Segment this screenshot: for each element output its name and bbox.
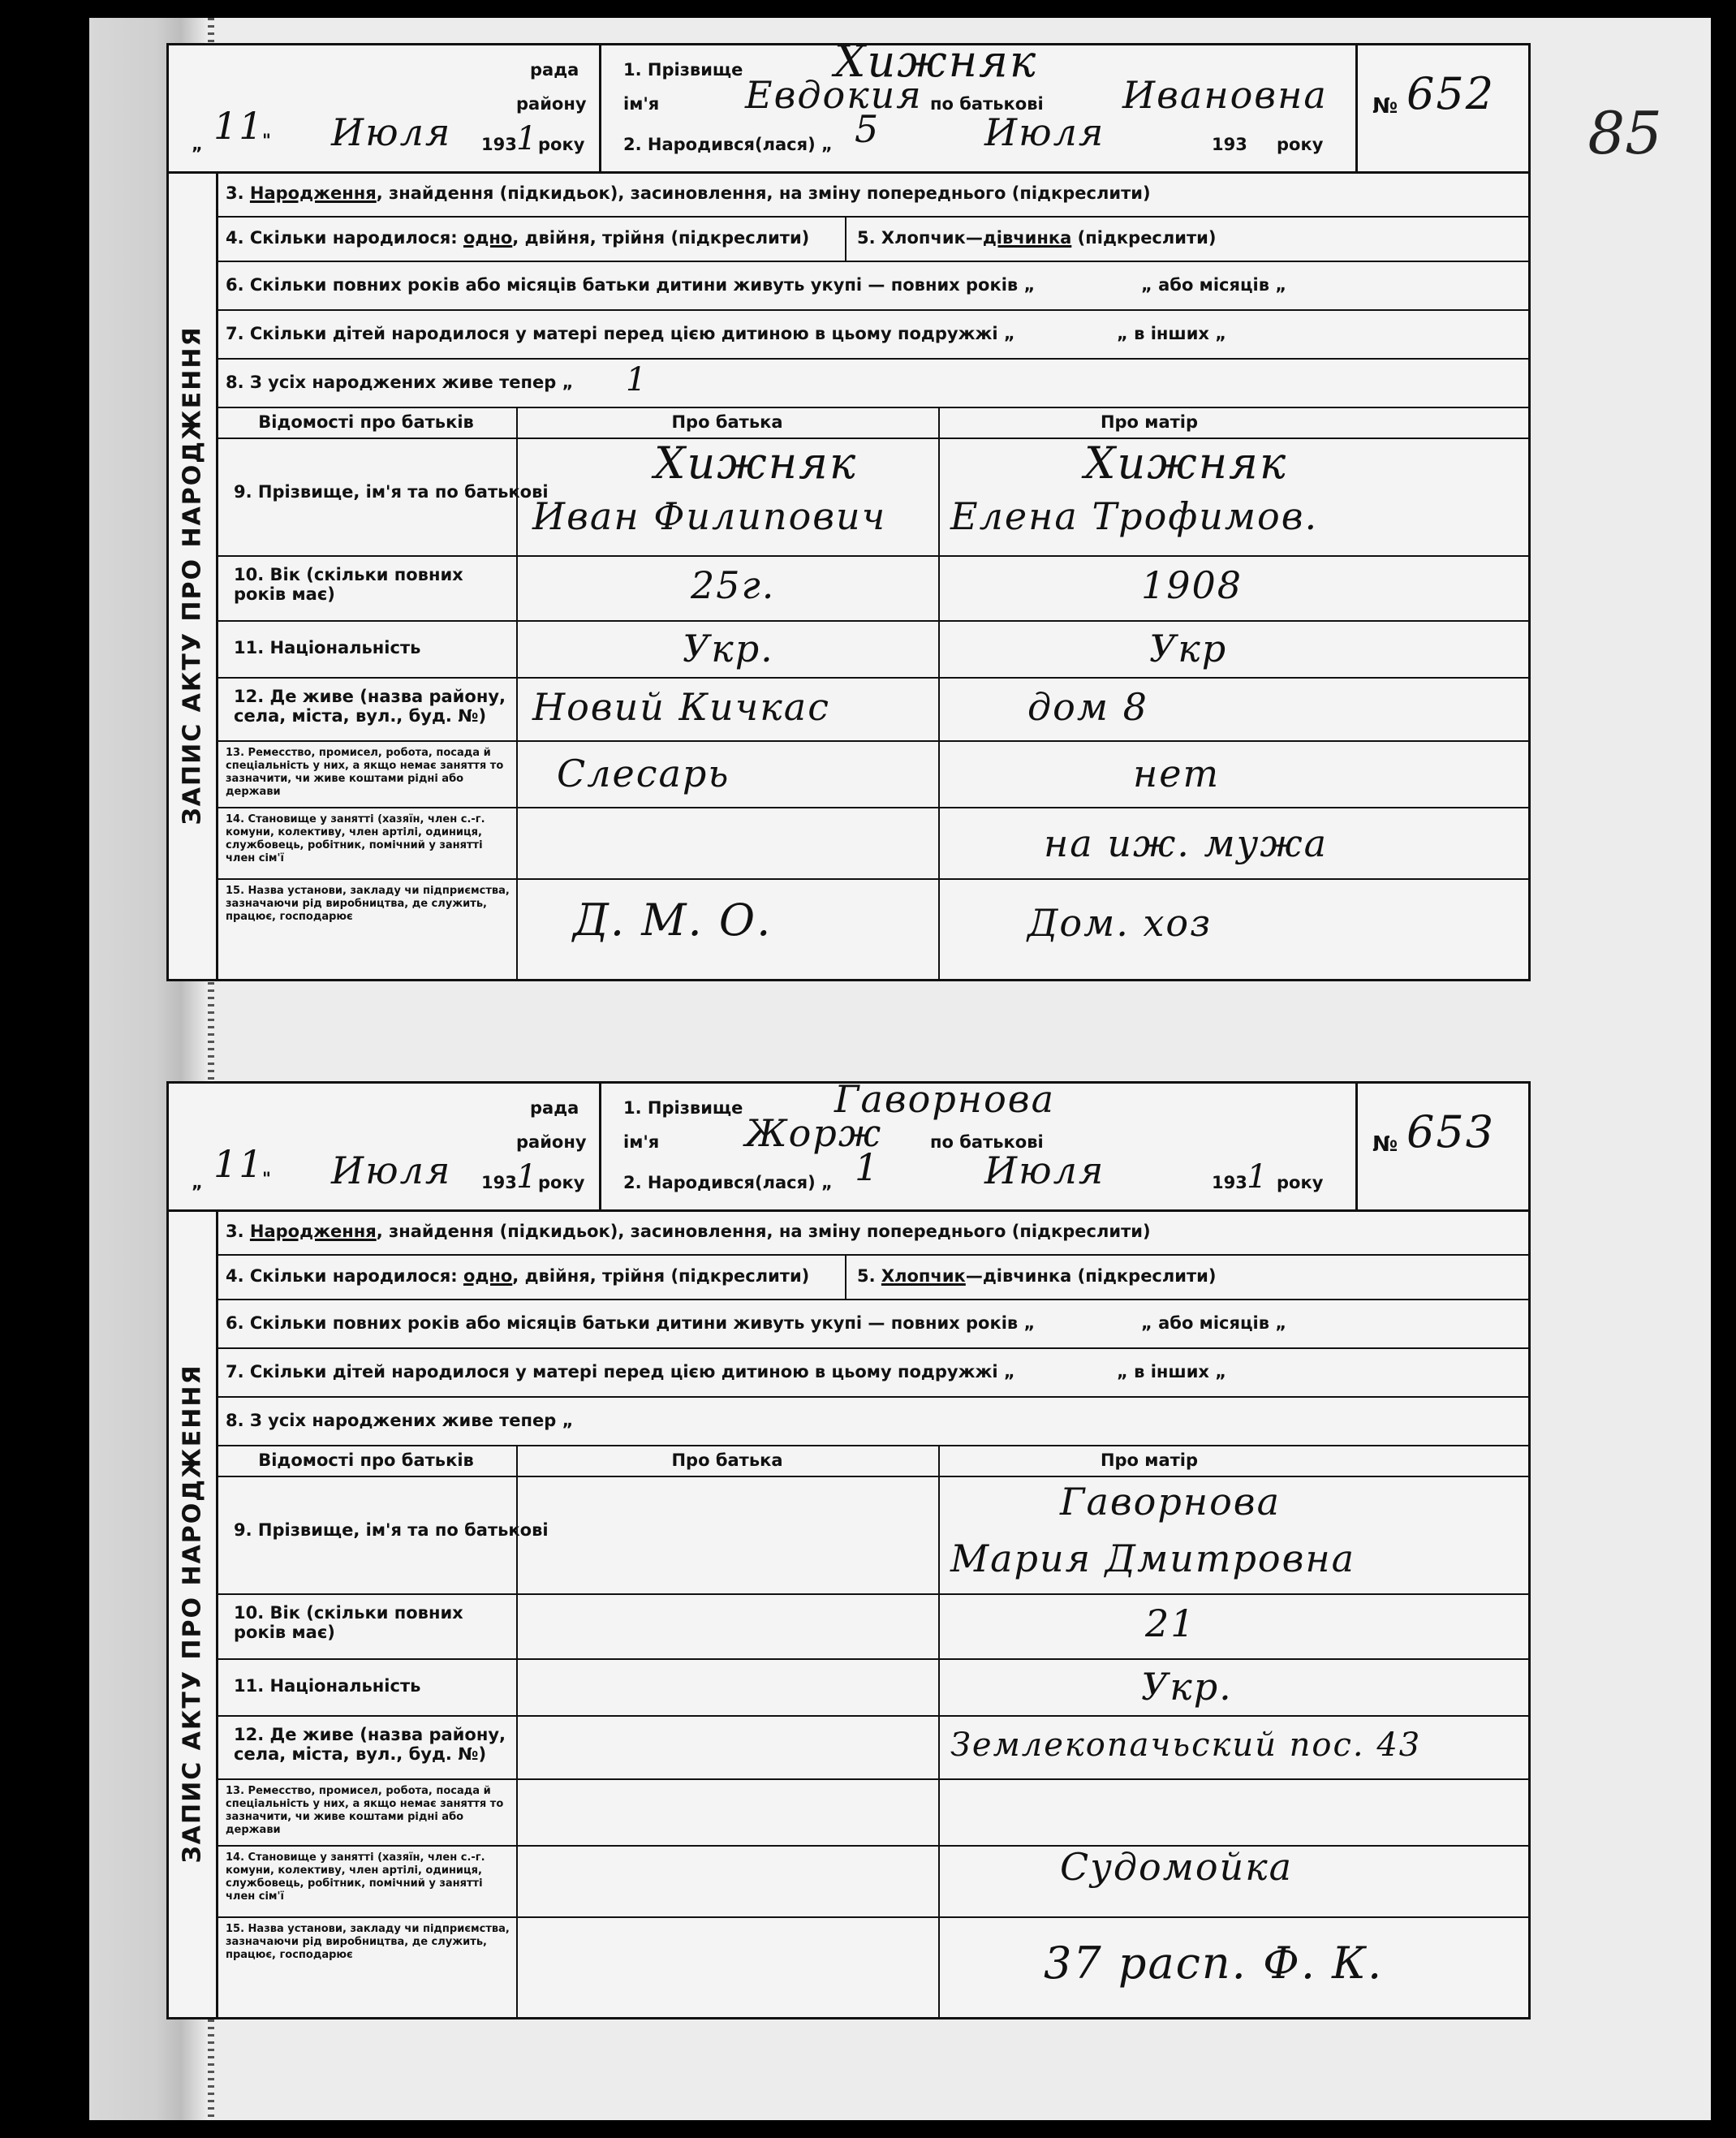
registration-day: 11 <box>213 104 265 148</box>
mother-organization: 37 расп. Ф. К. <box>1044 1938 1384 1989</box>
roku-label: року <box>1277 135 1324 154</box>
roku-label: року <box>538 1173 585 1192</box>
question-15-row <box>216 878 1528 979</box>
question-10: 10. Вік (скільки повних років має) <box>234 565 463 604</box>
question-15: 15. Назва установи, закладу чи підприємства, зазначаючи рід виробництва, де служить, працює, господарює <box>226 885 510 923</box>
registration-month: Июля <box>331 110 452 154</box>
question-3: 3. Народження, знайдення (підкидьок), засиновлення, на зміну попереднього (підкреслити) <box>226 1222 1151 1241</box>
registration-block <box>169 45 601 171</box>
question-11: 11. Національність <box>234 638 421 657</box>
rada-label: рада <box>530 1098 579 1118</box>
father-column-header: Про батька <box>671 412 783 432</box>
question-14: 14. Становище у занятті (хазяїн, член с.-г. комуни, колективу, член артілі, одиниця, службовець, робітник, помічний у занятті член сім'ї <box>226 813 485 864</box>
registration-block <box>169 1084 601 1209</box>
surname-label: 1. Прізвище <box>623 60 743 80</box>
question-7-row <box>216 309 1528 360</box>
question-13: 13. Ремесство, промисел, робота, посада й спеціальність у них, а якщо немає заняття то зазначити, чи живе коштами рідні або держави <box>226 747 504 798</box>
divider <box>845 1254 846 1299</box>
question-12-row <box>216 1715 1528 1780</box>
birth-month: Июля <box>984 1149 1105 1192</box>
year-prefix: 193 <box>1212 1173 1247 1192</box>
parents-header-row <box>216 407 1528 439</box>
mother-status: на иж. мужа <box>1044 821 1329 865</box>
question-6-months: „ або місяців „ <box>1141 275 1287 295</box>
name-label: ім'я <box>623 1132 660 1152</box>
father-surname: Хижняк <box>654 438 858 489</box>
question-7-row <box>216 1347 1528 1398</box>
birth-record-form <box>166 1077 1531 2019</box>
question-6: 6. Скільки повних років або місяців батьки дитини живуть укупі — повних років „ <box>226 275 1036 295</box>
child-name: Жорж <box>745 1111 883 1155</box>
question-6-months: „ або місяців „ <box>1141 1313 1287 1333</box>
form-header <box>169 36 1528 174</box>
question-3-row <box>216 1209 1528 1256</box>
year-prefix: 193 <box>481 135 517 154</box>
father-column-header: Про батька <box>671 1450 783 1470</box>
form-rows <box>216 1209 1528 2017</box>
form-header <box>169 1077 1528 1212</box>
registration-year-digit: 1 <box>516 1158 539 1196</box>
question-8: 8. З усіх народжених живе тепер „ <box>226 373 574 392</box>
question-5: 5. Хлопчик—дівчинка (підкреслити) <box>857 1266 1217 1286</box>
mother-address: Землекопачьский пос. 43 <box>950 1726 1422 1764</box>
question-7-others: „ в інших „ <box>1117 324 1227 343</box>
birth-day: 5 <box>855 107 881 151</box>
side-title: ЗАПИС АКТУ ПРО НАРОДЖЕННЯ <box>178 325 207 825</box>
question-10: 10. Вік (скільки повних років має) <box>234 1603 463 1642</box>
question-14: 14. Становище у занятті (хазяїн, член с.-г. комуни, колективу, член артілі, одиниця, службовець, робітник, помічний у занятті член сім'ї <box>226 1851 485 1903</box>
side-title-column <box>169 1209 218 2017</box>
surname-label: 1. Прізвище <box>623 1098 743 1118</box>
question-11-row <box>216 620 1528 679</box>
mother-surname: Гаворнова <box>1060 1480 1281 1524</box>
father-address: Новий Кичкас <box>532 685 830 729</box>
roku-label: року <box>1277 1173 1324 1192</box>
patronymic-label: по батькові <box>930 94 1044 114</box>
number-label: № <box>1372 94 1398 119</box>
question-7: 7. Скільки дітей народилося у матері перед цією дитиною в цьому подружжі „ <box>226 324 1015 343</box>
question-5: 5. Хлопчик—дівчинка (підкреслити) <box>857 228 1217 248</box>
rayon-label: району <box>516 94 587 114</box>
child-name: Евдокия <box>745 73 923 117</box>
registration-month: Июля <box>331 1149 452 1192</box>
roku-label: року <box>538 135 585 154</box>
born-label: 2. Народився(лася) „ <box>623 1173 833 1192</box>
birth-year-digit: 1 <box>1247 1158 1269 1196</box>
question-8-row <box>216 1396 1528 1446</box>
question-7-others: „ в інших „ <box>1117 1362 1227 1382</box>
birth-month: Июля <box>984 110 1105 154</box>
question-11-row <box>216 1658 1528 1717</box>
rada-label: рада <box>530 60 579 80</box>
birth-day: 1 <box>855 1145 881 1189</box>
question-9: 9. Прізвище, ім'я та по батькові <box>234 1520 549 1540</box>
record-number-block <box>1358 45 1528 171</box>
mother-status: Судомойка <box>1060 1845 1294 1889</box>
question-8-row <box>216 358 1528 408</box>
info-column-header: Відомості про батьків <box>258 412 474 432</box>
question-6-row <box>216 1299 1528 1349</box>
name-label: ім'я <box>623 94 660 114</box>
question-9-row <box>216 1476 1528 1595</box>
question-12: 12. Де живе (назва району, села, міста, вул., буд. №) <box>234 1725 506 1764</box>
mother-name: Елена Трофимов. <box>950 494 1319 538</box>
question-3-row <box>216 171 1528 218</box>
question-9: 9. Прізвище, ім'я та по батькові <box>234 482 549 502</box>
question-4: 4. Скільки народилося: одно, двійня, трійня (підкреслити) <box>226 228 810 248</box>
question-13-row <box>216 740 1528 808</box>
side-title-column <box>169 171 218 979</box>
question-4-5-row <box>216 216 1528 262</box>
year-prefix: 193 <box>1212 135 1247 154</box>
father-organization: Д. М. О. <box>573 894 773 946</box>
form-rows <box>216 171 1528 979</box>
child-identity-block <box>599 1077 1358 1209</box>
question-8-value: 1 <box>626 361 648 399</box>
question-4-5-row <box>216 1254 1528 1300</box>
father-name: Иван Филипович <box>532 494 887 538</box>
mother-name: Мария Дмитровна <box>950 1537 1356 1580</box>
info-column-header: Відомості про батьків <box>258 1450 474 1470</box>
quote-mark: " <box>262 131 271 150</box>
question-6: 6. Скільки повних років або місяців батьки дитини живуть укупі — повних років „ <box>226 1313 1036 1333</box>
question-12-row <box>216 677 1528 742</box>
patronymic-label: по батькові <box>930 1132 1044 1152</box>
child-identity-block <box>599 36 1358 171</box>
question-14-row <box>216 1845 1528 1918</box>
divider <box>845 216 846 261</box>
registration-year-digit: 1 <box>516 120 539 157</box>
birth-record-form <box>166 36 1531 981</box>
page-number: 85 <box>1587 99 1662 167</box>
record-number: 652 <box>1406 68 1496 119</box>
question-15-row <box>216 1916 1528 2017</box>
parents-header-row <box>216 1445 1528 1477</box>
mother-organization: Дом. хоз <box>1027 901 1213 945</box>
quote-mark: „ <box>192 135 203 154</box>
mother-address: дом 8 <box>1027 685 1148 729</box>
mother-column-header: Про матір <box>1100 412 1199 432</box>
question-10-row <box>216 1593 1528 1660</box>
question-11: 11. Національність <box>234 1676 421 1696</box>
registration-day: 11 <box>213 1142 265 1186</box>
born-label: 2. Народився(лася) „ <box>623 135 833 154</box>
father-occupation: Слесарь <box>557 752 730 795</box>
question-13: 13. Ремесство, промисел, робота, посада й спеціальність у них, а якщо немає заняття то зазначити, чи живе коштами рідні або держави <box>226 1785 504 1836</box>
question-3: 3. Народження, знайдення (підкидьок), засиновлення, на зміну попереднього (підкреслити) <box>226 183 1151 203</box>
question-13-row <box>216 1778 1528 1847</box>
quote-mark: " <box>262 1169 271 1188</box>
record-number-block <box>1358 1084 1528 1209</box>
quote-mark: „ <box>192 1173 203 1192</box>
mother-surname: Хижняк <box>1084 438 1288 489</box>
mother-column-header: Про матір <box>1100 1450 1199 1470</box>
child-patronymic: Ивановна <box>1122 73 1328 117</box>
mother-occupation: нет <box>1133 752 1221 795</box>
rayon-label: району <box>516 1132 587 1152</box>
child-surname: Гаворнова <box>834 1077 1055 1121</box>
father-age: 25г. <box>691 563 776 607</box>
question-14-row <box>216 807 1528 880</box>
question-10-row <box>216 555 1528 622</box>
question-12: 12. Де живе (назва району, села, міста, вул., буд. №) <box>234 687 506 726</box>
mother-age: 1908 <box>1141 563 1243 607</box>
child-surname: Хижняк <box>834 36 1038 87</box>
mother-nationality: Укр. <box>1141 1665 1233 1709</box>
record-number: 653 <box>1406 1106 1496 1157</box>
side-title: ЗАПИС АКТУ ПРО НАРОДЖЕННЯ <box>178 1363 207 1864</box>
mother-nationality: Укр <box>1149 627 1228 670</box>
question-7: 7. Скільки дітей народилося у матері перед цією дитиною в цьому подружжі „ <box>226 1362 1015 1382</box>
number-label: № <box>1372 1132 1398 1157</box>
mother-age: 21 <box>1145 1601 1196 1645</box>
question-9-row <box>216 438 1528 557</box>
year-prefix: 193 <box>481 1173 517 1192</box>
question-8: 8. З усіх народжених живе тепер „ <box>226 1411 574 1430</box>
question-6-row <box>216 261 1528 311</box>
question-4: 4. Скільки народилося: одно, двійня, трійня (підкреслити) <box>226 1266 810 1286</box>
father-nationality: Укр. <box>683 627 774 670</box>
question-15: 15. Назва установи, закладу чи підприємства, зазначаючи рід виробництва, де служить, працює, господарює <box>226 1923 510 1961</box>
